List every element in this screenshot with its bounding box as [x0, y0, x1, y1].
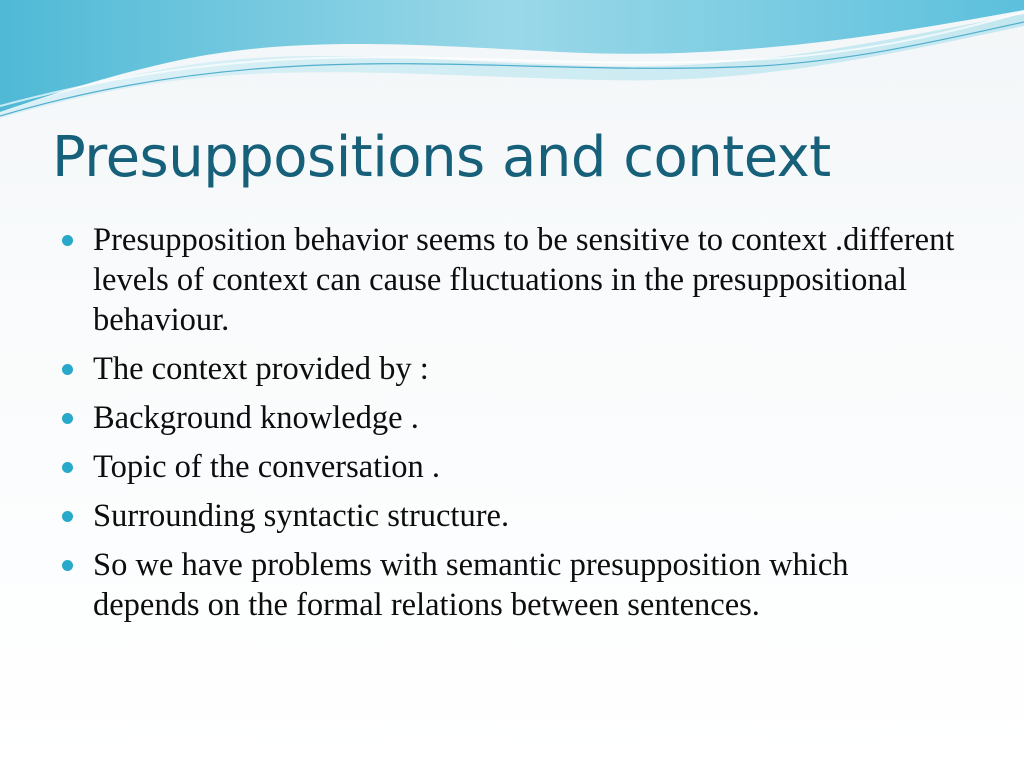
header-wave-decoration: [0, 0, 1024, 130]
bullet-dot-icon: [62, 364, 73, 375]
bullet-text: The context provided by :: [93, 351, 429, 387]
bullet-text: So we have problems with semantic presupposition which depends on the formal relations between sentences.: [93, 547, 849, 623]
bullet-text: Background knowledge .: [93, 400, 419, 436]
slide-title: Presuppositions and context: [52, 125, 831, 190]
bullet-dot-icon: [62, 235, 73, 246]
bullet-item: [62, 349, 962, 389]
bullet-dot-icon: [62, 511, 73, 522]
bullet-text: Topic of the conversation .: [93, 449, 440, 485]
bullet-dot-icon: [62, 413, 73, 424]
bullet-dot-icon: [62, 462, 73, 473]
bullet-item: [62, 545, 962, 625]
bullet-item: [62, 398, 962, 438]
bullet-text: Surrounding syntactic structure.: [93, 498, 510, 534]
bullet-text: Presupposition behavior seems to be sensitive to context .different levels of context can cause fluctuations in the presuppositional behaviour.: [93, 222, 955, 338]
bullet-dot-icon: [62, 560, 73, 571]
bullet-item: [62, 496, 962, 536]
bullet-item: [62, 220, 962, 340]
bullet-list: [62, 220, 962, 634]
bullet-item: [62, 447, 962, 487]
